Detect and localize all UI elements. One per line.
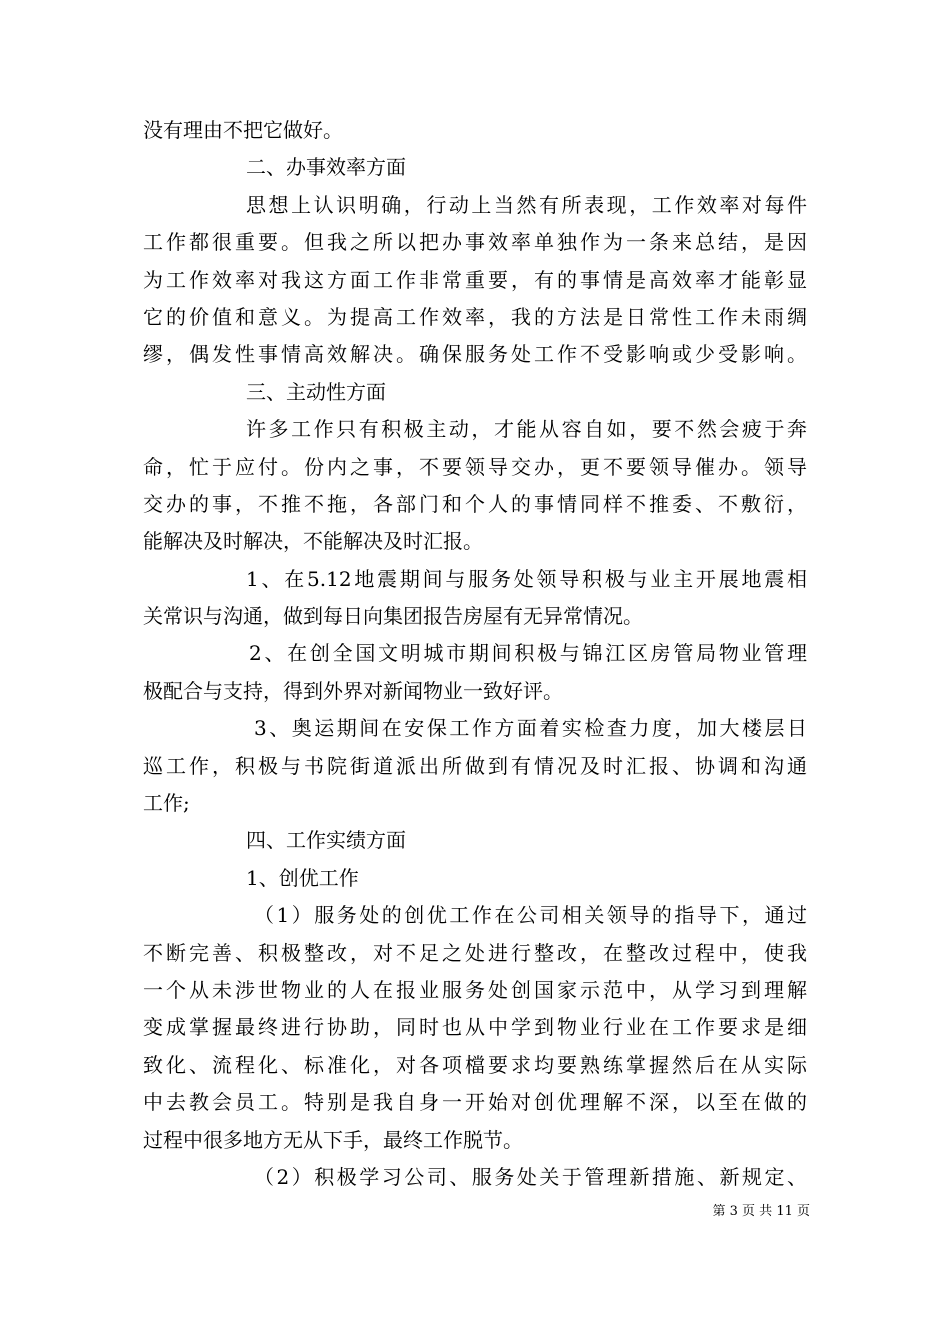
text-line: 二、办事效率方面 <box>246 155 406 180</box>
text-line: 1、在5.12地震期间与服务处领导积极与业主开展地震相 <box>246 566 807 591</box>
text-line: （1）服务处的创优工作在公司相关领导的指导下，通过 <box>254 903 807 928</box>
text-line: 极配合与支持，得到外界对新闻物业一致好评。 <box>143 678 563 703</box>
text-line: 巡工作，积极与书院街道派出所做到有情况及时汇报、协调和沟通 <box>143 753 807 778</box>
text-line: （2）积极学习公司、服务处关于管理新措施、新规定、 <box>254 1164 807 1189</box>
text-line: 一个从未涉世物业的人在报业服务处创国家示范中，从学习到理解 <box>143 977 807 1002</box>
document-body <box>143 112 807 1196</box>
text-line: 它的价值和意义。为提高工作效率，我的方法是日常性工作未雨绸 <box>143 304 807 329</box>
text-line: 2、在创全国文明城市期间积极与锦江区房管局物业管理 <box>249 641 807 666</box>
text-line: 工作都很重要。但我之所以把办事效率单独作为一条来总结，是因 <box>143 230 807 255</box>
page-number-footer: 第 3 页 共 11 页 <box>712 1204 810 1219</box>
text-line: 中去教会员工。特别是我自身一开始对创优理解不深，以至在做的 <box>143 1090 807 1115</box>
text-line: 没有理由不把它做好。 <box>143 118 343 142</box>
text-line: 许多工作只有积极主动，才能从容自如，要不然会疲于奔 <box>246 417 807 442</box>
text-line: 1、创优工作 <box>246 865 359 890</box>
text-line: 四、工作实绩方面 <box>246 828 406 853</box>
text-line: 工作; <box>143 791 190 816</box>
text-line: 能解决及时解决，不能解决及时汇报。 <box>143 529 483 554</box>
text-line: 命，忙于应付。份内之事，不要领导交办，更不要领导催办。领导 <box>143 454 807 479</box>
text-line: 关常识与沟通，做到每日向集团报告房屋有无异常情况。 <box>143 604 643 629</box>
text-line: 交办的事，不推不拖，各部门和个人的事情同样不推委、不敷衍， <box>143 491 807 516</box>
text-line: 致化、流程化、标准化，对各项檔要求均要熟练掌握然后在从实际 <box>143 1052 807 1077</box>
text-line: 过程中很多地方无从下手，最终工作脱节。 <box>143 1127 523 1152</box>
text-line: 思想上认识明确，行动上当然有所表现，工作效率对每件 <box>246 192 807 217</box>
text-line: 缪，偶发性事情高效解决。确保服务处工作不受影响或少受影响。 <box>143 342 807 367</box>
text-line: 三、主动性方面 <box>246 379 386 404</box>
text-line: 变成掌握最终进行协助，同时也从中学到物业行业在工作要求是细 <box>143 1015 807 1040</box>
text-line: 3、奥运期间在安保工作方面着实检查力度，加大楼层日 <box>254 716 807 741</box>
text-line: 为工作效率对我这方面工作非常重要，有的事情是高效率才能彰显 <box>143 267 807 292</box>
text-line: 不断完善、积极整改，对不足之处进行整改，在整改过程中，使我 <box>143 940 807 965</box>
